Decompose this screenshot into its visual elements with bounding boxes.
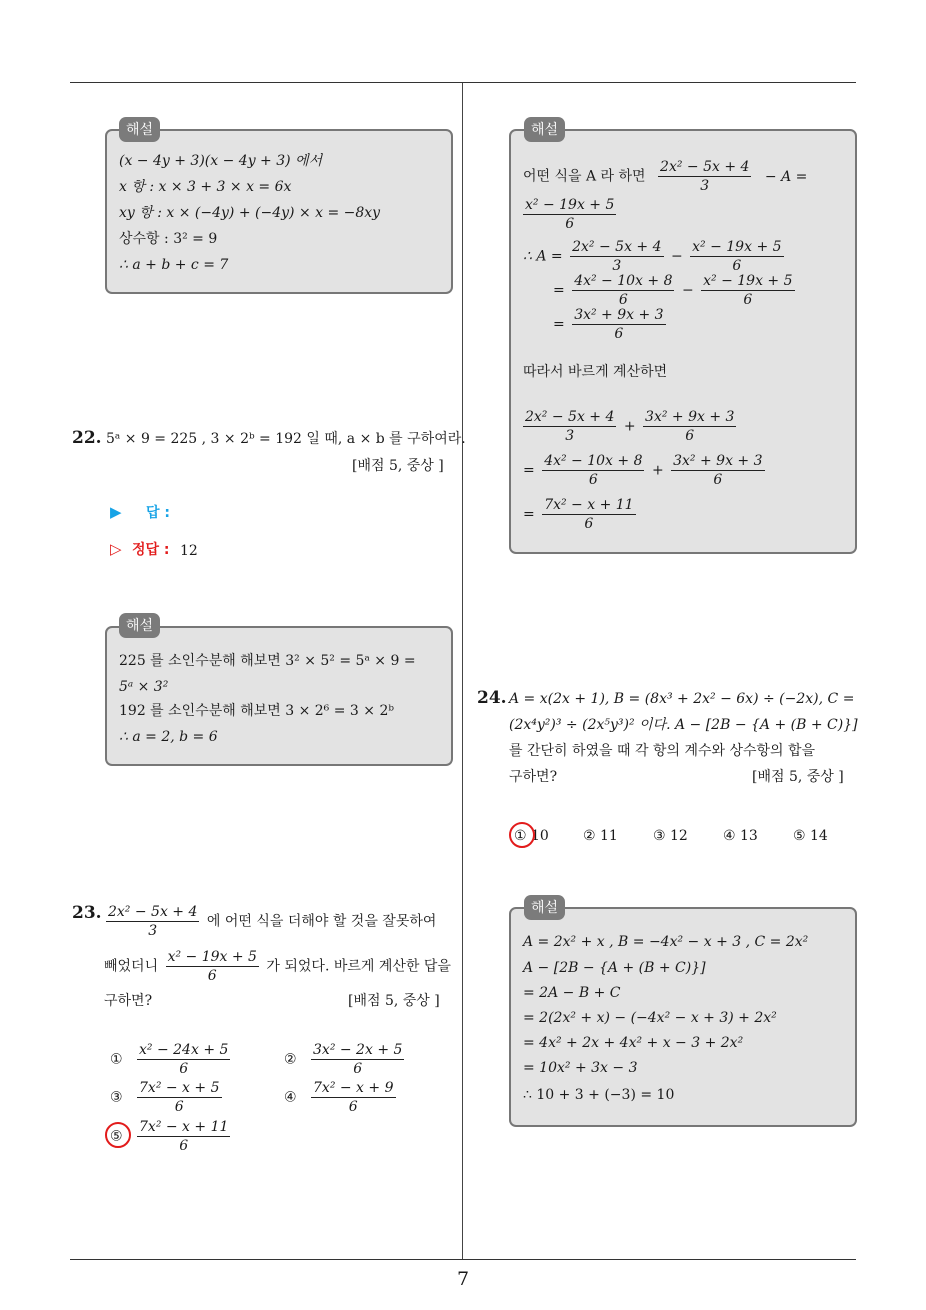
q21-solution-line: (x − 4y + 3)(x − 4y + 3) 에서 (119, 153, 323, 169)
q22-number: 22. (72, 428, 102, 448)
q24-solution-line: = 10x² + 3x − 3 (523, 1060, 638, 1076)
q21-solution-line: x 항 : x × 3 + 3 × x = 6x (119, 179, 292, 195)
q22-answer-label: 답 : (146, 505, 170, 521)
q21-solution-line: ∴ a + b + c = 7 (119, 257, 229, 273)
q21-solution-line: 상수항 : 3² = 9 (119, 231, 218, 247)
q24-number: 24. (477, 688, 507, 708)
solution-tag: 해설 (119, 117, 160, 142)
q22-correct-value: 12 (180, 543, 198, 559)
q23-line1: $\frac{\text{2x² − 5x + 4}}{3}$ 에 어떤 식을 더해야 할 것을 잘못하여 (108, 904, 437, 939)
q23-choice-5[interactable]: ⑤ $\frac{\text{7x² − x + 11}}{6}$ (110, 1119, 229, 1154)
q21-solution-box (105, 129, 453, 294)
q23-sol-then: 따라서 바르게 계산하면 (523, 364, 668, 380)
q23-choice-3[interactable]: ③ $\frac{\text{7x² − x + 5}}{6}$ (110, 1080, 220, 1115)
q23-line2: 빼었더니 $\frac{\text{x² − 19x + 5}}{6}$ 가 되었다. 바르게 계산한 답을 (104, 949, 451, 984)
q24-line4: 구하면? (509, 769, 558, 785)
q22-correct-label: 정답 : (132, 542, 170, 558)
q22-solution-line: 5ᵃ × 3² (119, 679, 169, 695)
q24-line1: A = x(2x + 1), B = (8x³ + 2x² − 6x) ÷ (−2x), C = (509, 691, 855, 707)
q23-number: 23. (72, 903, 102, 923)
q23-sol-row2: = $\frac{\text{4x² − 10x + 8}}{6}$ − $\frac{\text{x² − 19x + 5}}{6}$ (553, 273, 793, 308)
q21-solution-line: xy 항 : x × (−4y) + (−4y) × x = −8xy (119, 205, 381, 221)
solution-tag: 해설 (119, 613, 160, 638)
q23-fraction: $\frac{\text{2x² − 5x + 4}}{3}$ (108, 904, 198, 939)
top-rule (70, 82, 856, 83)
q23-sol-intro: 어떤 식을 A 라 하면 $\frac{\text{2x² − 5x + 4}}{3}$ − A = (523, 159, 808, 194)
q24-solution-box (509, 907, 857, 1127)
q24-choice-5[interactable]: ⑤ 14 (793, 828, 828, 844)
solution-tag: 해설 (524, 895, 565, 920)
q24-solution-line: = 2(2x² + x) − (−4x² − x + 3) + 2x² (523, 1010, 777, 1026)
q23-choice-4[interactable]: ④ $\frac{\text{7x² − x + 9}}{6}$ (284, 1080, 394, 1115)
q24-choice-3[interactable]: ③ 12 (653, 828, 688, 844)
answer-arrow-icon: ▶ (110, 503, 122, 521)
bottom-rule (70, 1259, 856, 1260)
q22-solution-line: ∴ a = 2, b = 6 (119, 729, 218, 745)
q23-sol-step1: $\frac{\text{2x² − 5x + 4}}{3}$ + $\frac{\text{3x² + 9x + 3}}{6}$ (525, 409, 735, 444)
q24-solution-line: = 4x² + 2x + 4x² + x − 3 + 2x² (523, 1035, 744, 1051)
q23-line3: 구하면? (104, 993, 153, 1009)
q22-question: 5ᵃ × 9 = 225 , 3 × 2ᵇ = 192 일 때, a × b 를 구하여라. (106, 431, 466, 447)
selected-answer-circle-icon (105, 1122, 131, 1148)
q23-fraction: $\frac{\text{x² − 19x + 5}}{6}$ (167, 949, 257, 984)
q23-sol-row1: ∴ A = $\frac{\text{2x² − 5x + 4}}{3}$ − $\frac{\text{x² − 19x + 5}}{6}$ (523, 239, 782, 274)
q24-score: [배점 5, 중상 ] (752, 769, 844, 785)
q23-sol-step3: = $\frac{\text{7x² − x + 11}}{6}$ (523, 497, 634, 532)
q23-choice-1[interactable]: ① $\frac{\text{x² − 24x + 5}}{6}$ (110, 1042, 229, 1077)
q22-solution-line: 192 를 소인수분해 해보면 3 × 2⁶ = 3 × 2ᵇ (119, 703, 394, 719)
q22-score: [배점 5, 중상 ] (352, 458, 444, 474)
q23-sol-step2: = $\frac{\text{4x² − 10x + 8}}{6}$ + $\frac{\text{3x² + 9x + 3}}{6}$ (523, 453, 763, 488)
q23-choice-2[interactable]: ② $\frac{\text{3x² − 2x + 5}}{6}$ (284, 1042, 403, 1077)
selected-answer-circle-icon (509, 822, 535, 848)
correct-arrow-icon: ▷ (110, 540, 122, 558)
q24-choice-1[interactable]: ① 10 (514, 828, 549, 844)
q22-solution-box (105, 626, 453, 766)
q24-solution-line: ∴ 10 + 3 + (−3) = 10 (523, 1087, 675, 1103)
column-divider (462, 83, 463, 1259)
q24-solution-line: A = 2x² + x , B = −4x² − x + 3 , C = 2x² (523, 934, 809, 950)
q24-choice-4[interactable]: ④ 13 (723, 828, 758, 844)
q24-solution-line: A − [2B − {A + (B + C)}] (523, 960, 706, 976)
q24-line3: 를 간단히 하였을 때 각 항의 계수와 상수항의 합을 (509, 743, 816, 759)
q23-solution-box (509, 129, 857, 554)
q22-solution-line: 225 를 소인수분해 해보면 3² × 5² = 5ᵃ × 9 = (119, 653, 416, 669)
solution-tag: 해설 (524, 117, 565, 142)
q24-line2: (2x⁴y²)³ ÷ (2x⁵y³)² 이다. A − [2B − {A + (B + C)}] (509, 717, 858, 733)
q23-sol-row3: = $\frac{\text{3x² + 9x + 3}}{6}$ (553, 307, 664, 342)
page-number: 7 (456, 1268, 470, 1290)
q23-score: [배점 5, 중상 ] (348, 993, 440, 1009)
q24-solution-line: = 2A − B + C (523, 985, 621, 1001)
q24-choice-2[interactable]: ② 11 (583, 828, 618, 844)
q23-sol-fraction: $\frac{\text{x² − 19x + 5}}{6}$ (525, 197, 615, 232)
